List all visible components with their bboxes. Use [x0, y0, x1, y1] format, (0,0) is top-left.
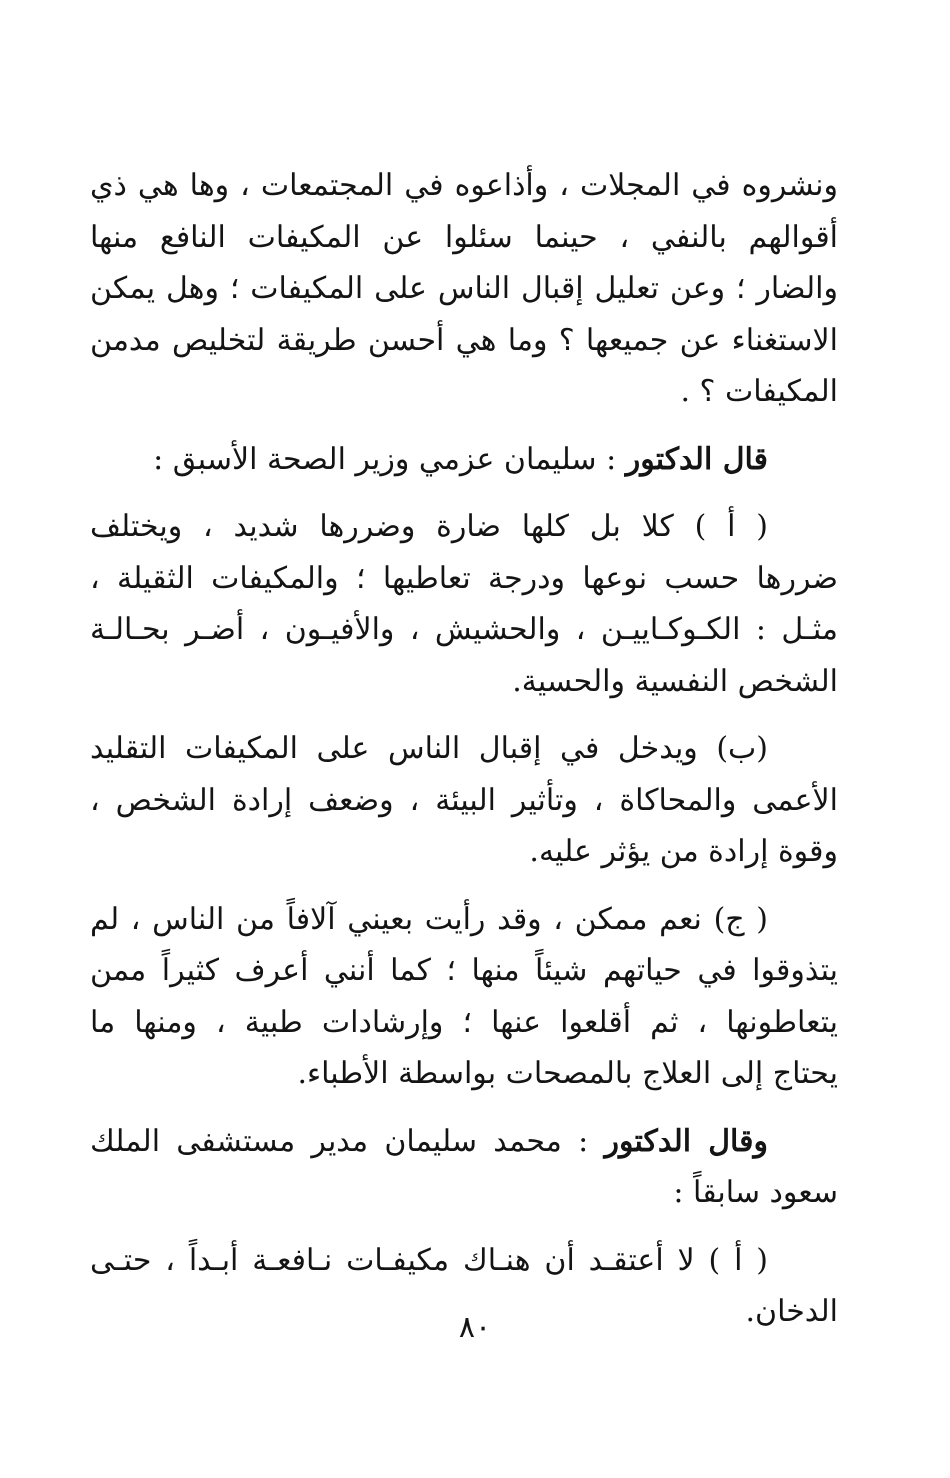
text-line: والضار ؛ وعن تعليل إقبال الناس على المكيفات ؛ وهل يمكن [90, 271, 838, 306]
speaker-heading-1 [90, 434, 838, 486]
text-line: سعود سابقاً : [673, 1175, 838, 1210]
text-line: أقوالهم بالنفي ، حينما سئلوا عن المكيفات النافع منها [90, 219, 838, 255]
speaker-heading-2 [90, 1116, 838, 1219]
speaker-label: قال الدكتور [625, 441, 768, 477]
text-line: وقوة إرادة من يؤثر عليه. [529, 834, 838, 869]
text-line: يتذوقوا في حياتهم شيئاً منها ؛ كما أنني أعرف كثيراً ممن [90, 953, 838, 988]
page-number: ٨٠ [458, 1310, 492, 1345]
intro-paragraph [90, 160, 838, 418]
text-line: الدخان. [745, 1294, 838, 1329]
text-line: ( ج) نعم ممكن ، وقد رأيت بعيني آلافاً من الناس ، لم [90, 901, 768, 937]
text-line: الشخص النفسية والحسية. [512, 663, 838, 699]
text-line: ضررها حسب نوعها ودرجة تعاطيها ؛ والمكيفات الثقيلة ، [90, 560, 838, 596]
text-line: ( أ ) كلا بل كلها ضارة وضررها شديد ، ويختلف [90, 509, 768, 544]
speaker-label: وقال الدكتور [604, 1123, 768, 1159]
speaker-description: : محمد سليمان مدير مستشفى الملك [90, 1123, 605, 1159]
answer-b-paragraph [90, 723, 838, 878]
text-line: ونشروه في المجلات ، وأذاعوه في المجتمعات ، وها هي ذي [90, 168, 838, 203]
answer-a-paragraph [90, 501, 838, 707]
text-line: الاستغناء عن جميعها ؟ وما هي أحسن طريقة لتخليص مدمن [90, 322, 838, 358]
text-line: ( أ ) لا أعتقـد أن هنـاك مكيفـات نـافعـة أبـداً ، حتـى [90, 1242, 768, 1278]
text-line: (ب) ويدخل في إقبال الناس على المكيفات التقليد [90, 731, 768, 766]
speaker-line [90, 1116, 838, 1168]
text-line: الأعمى والمحاكاة ، وتأثير البيئة ، وضعف إرادة الشخص ، [90, 782, 838, 818]
text-line: مثـل : الكـوكـاييـن ، والحشيش ، والأفيـون ، أضـر بحـالـة [90, 612, 838, 647]
answer-c-paragraph [90, 894, 838, 1100]
page-body [90, 160, 838, 1354]
text-line: يتعاطونها ، ثم أقلعوا عنها ؛ وإرشادات طبية ، ومنها ما [90, 1004, 838, 1040]
text-line: يحتاج إلى العلاج بالمصحات بواسطة الأطباء. [297, 1056, 838, 1091]
speaker-line [90, 434, 838, 486]
text-line: المكيفات ؟ . [680, 374, 838, 409]
speaker-description: : سليمان عزمي وزير الصحة الأسبق : [153, 441, 626, 477]
